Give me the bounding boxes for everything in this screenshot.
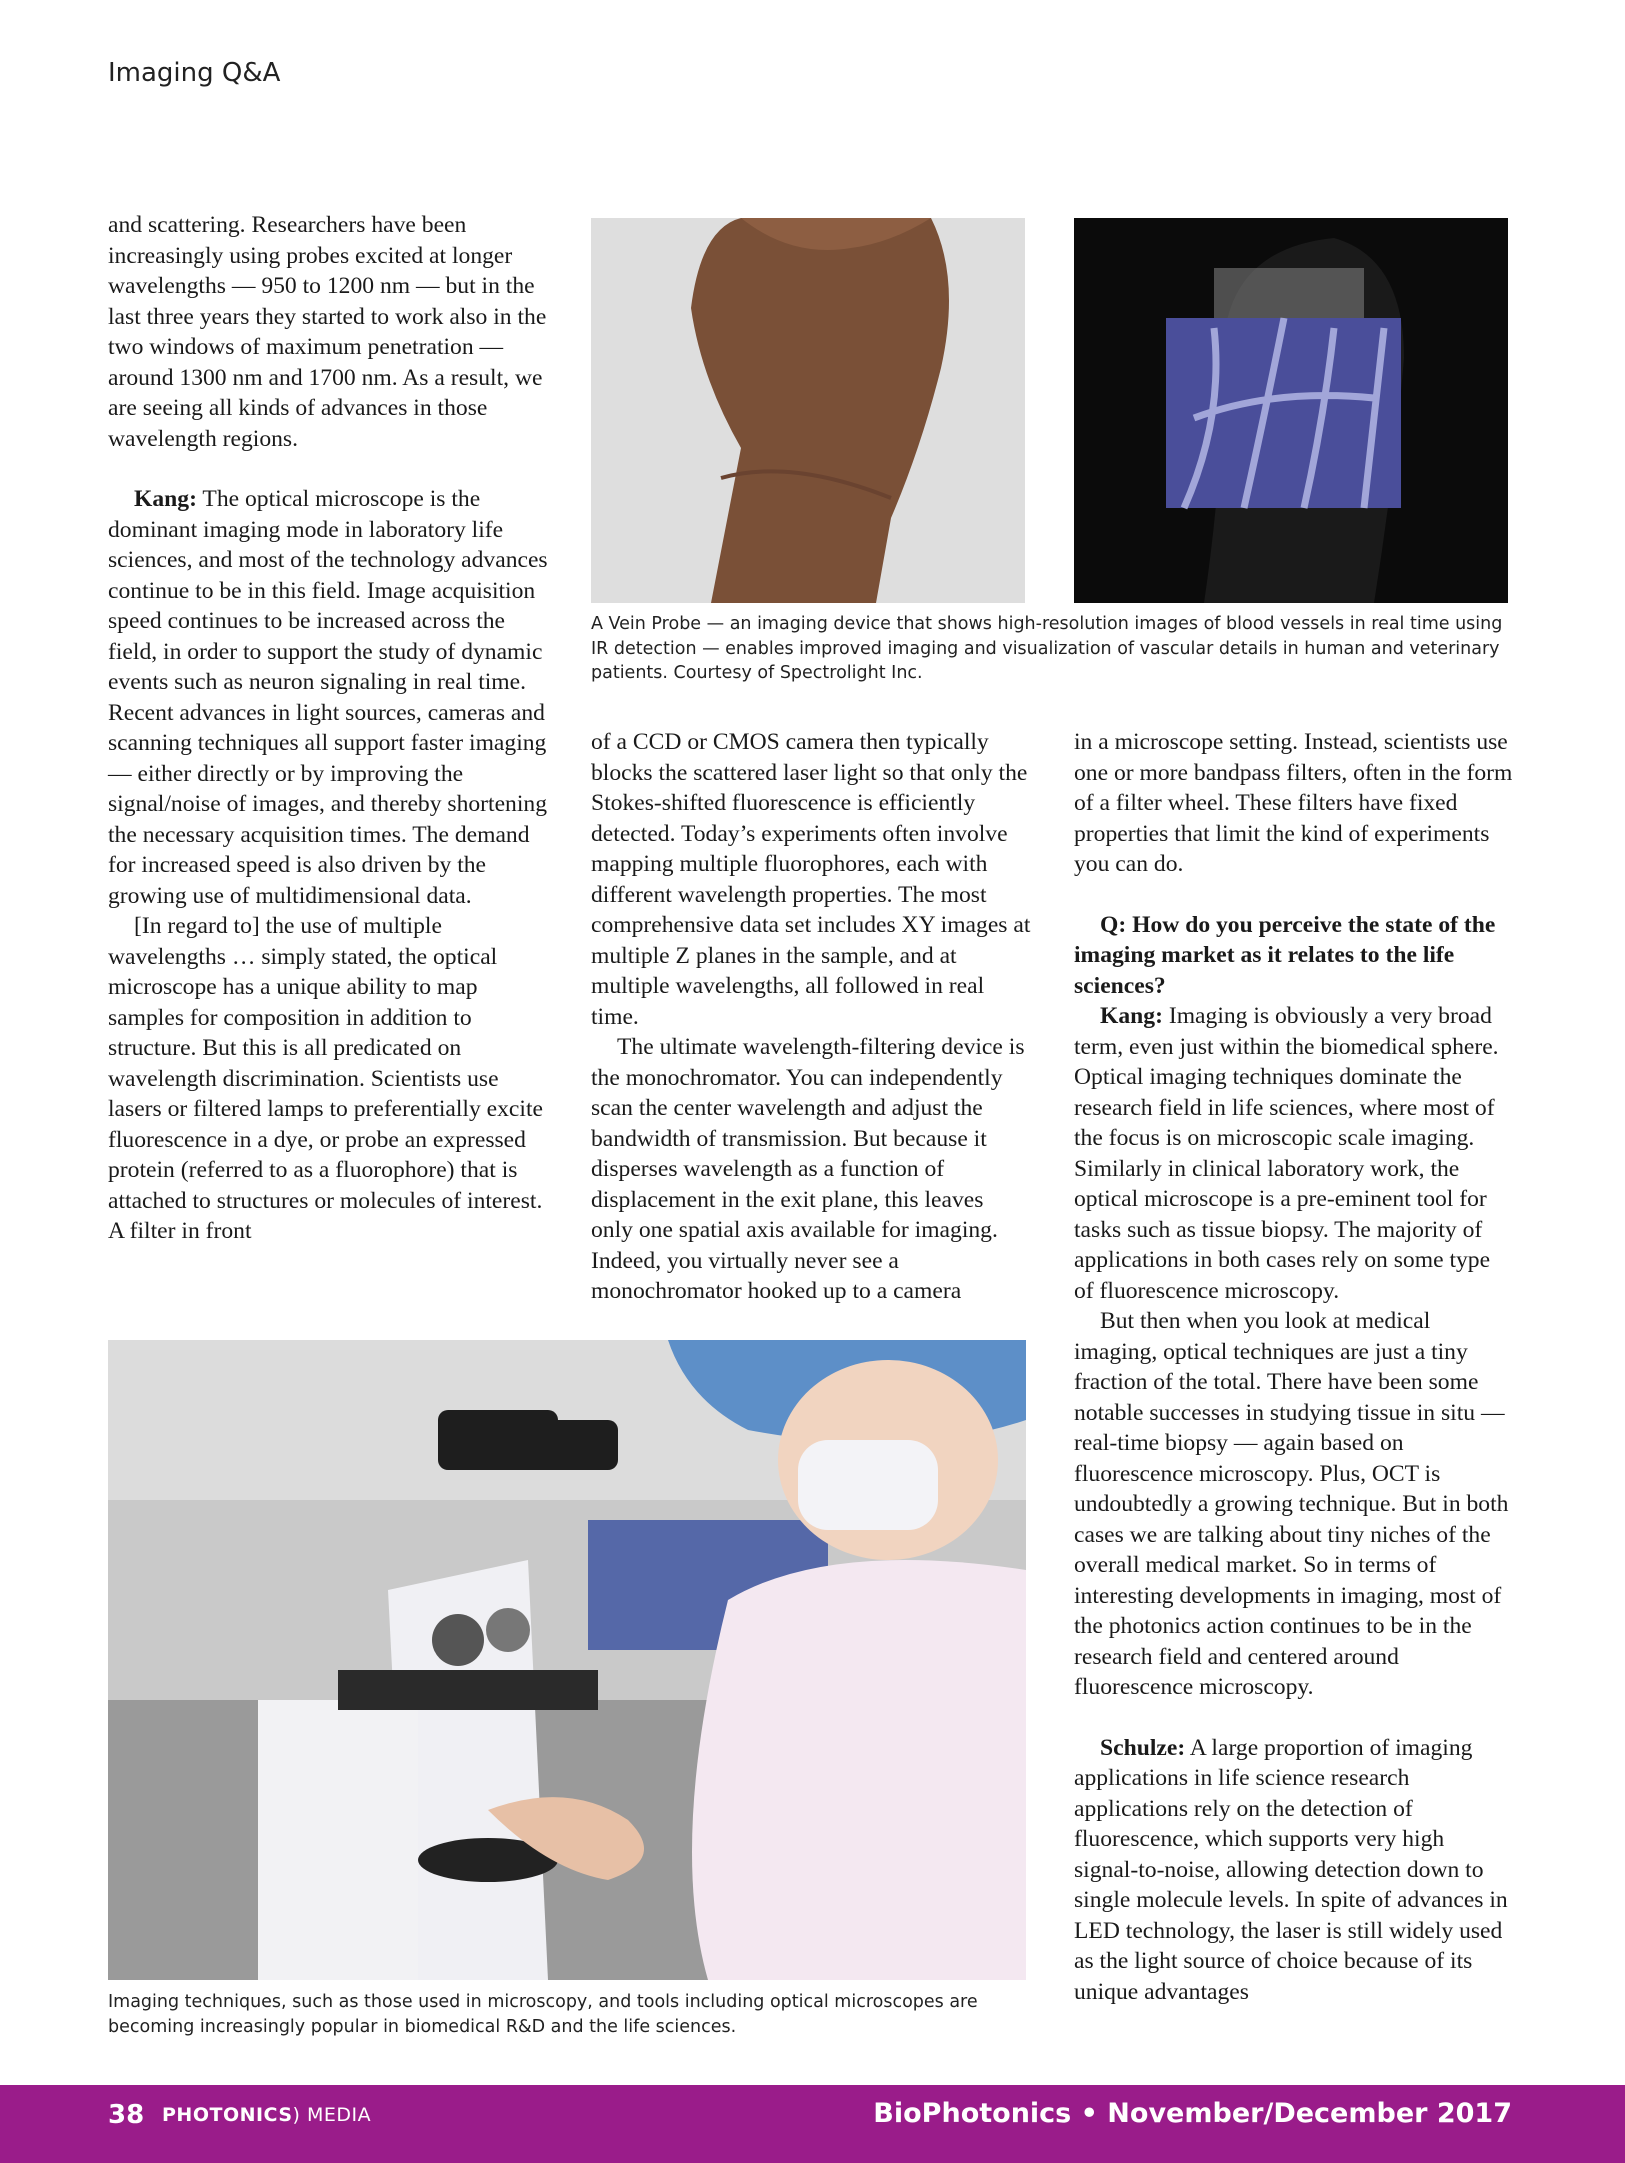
speaker-kang: Kang:: [134, 486, 197, 512]
page-number: 38: [108, 2100, 145, 2130]
col3-paragraph-4: [1074, 1733, 1514, 2008]
col3-paragraph-2-text: Imaging is obviously a very broad term, even just within the biomedical sphere. Optical imaging techniques dominate the research field in life sciences, where most of the focus is on microscopic scale imaging. Similarly in clinical laboratory work, the optical microscope is a pre-eminent tool for tasks such as tissue biopsy. The majority of applications in both cases rely on some type of fluorescence microscopy.: [1074, 1003, 1499, 1304]
publisher-logo: [162, 2104, 371, 2126]
col3-paragraph-2: [1074, 1001, 1514, 1306]
col3-paragraph-3: But then when you look at medical imaging, optical techniques are just a tiny fraction of the total. There have been some notable successes in studying tissue in situ — real-time biopsy — again based on fluorescence microscopy. Plus, OCT is undoubtedly a growing technique. But in both cases we are talking about tiny niches of the overall medical market. So in terms of interesting developments in imaging, most of the photonics action continues to be in the research field and centered around fluorescence microscopy.: [1074, 1308, 1509, 1700]
column-1: [108, 210, 548, 1247]
vein-illustration: [1074, 218, 1508, 603]
col2-paragraph-1: of a CCD or CMOS camera then typically blocks the scattered laser light so that only the Stokes-shifted fluorescence is efficiently detected. Today’s experiments often involve mapping multiple fluorophores, each with different wavelength properties. The most comprehensive data set includes XY images at multiple Z planes in the sample, and at multiple wavelengths, all followed in real time.: [591, 729, 1031, 1030]
col1-paragraph-3: [In regard to] the use of multiple wavelengths … simply stated, the optical microscope has a unique ability to map samples for composition in addition to structure. But this is all predicated on wavelength discrimination. Scientists use lasers or filtered lamps to preferentially excite fluorescence in a dye, or probe an expressed protein (referred to as a fluorophore) that is attached to structures or molecules of interest. A filter in front: [108, 913, 543, 1244]
microscope-photo: [108, 1340, 1026, 1980]
speaker-schulze: Schulze:: [1100, 1734, 1186, 1761]
col1-paragraph-2-text: The optical microscope is the dominant imaging mode in laboratory life sciences, and most of the technology advances continue to be in this field. Image acquisition speed continues to be increased across the field, in order to support the study of dynamic events such as neuron signaling in real time. Recent advances in light sources, cameras and scanning techniques all support faster imaging — either directly or by improving the signal/noise of images, and thereby shortening the necessary acquisition times. The demand for increased speed is also driven by the growing use of multidimensional data.: [108, 486, 548, 909]
publisher-name-light: MEDIA: [307, 2104, 372, 2126]
microscope-illustration: [108, 1340, 1026, 1980]
figure-top-caption: A Vein Probe — an imaging device that shows high-resolution images of blood vessels in real time using IR detection — enables improved imaging and visualization of vascular details in human and veterinary patients. Courtesy of Spectrolight Inc.: [591, 614, 1503, 683]
arm-illustration: [591, 218, 1025, 603]
col1-paragraph-1: and scattering. Researchers have been increasingly using probes excited at longer wavelengths — 950 to 1200 nm — but in the last three years they started to work also in the two windows of maximum penetration — around 1300 nm and 1700 nm. As a result, we are seeing all kinds of advances in those wavelength regions.: [108, 212, 547, 452]
column-2: [591, 727, 1031, 1307]
col3-paragraph-4-text: A large proportion of imaging applications in life science research applications rely on the detection of fluorescence, which supports very high signal-to-noise, allowing detection down to single molecule levels. In spite of advances in LED technology, the laser is still widely used as the light source of choice because of its unique advantages: [1074, 1734, 1508, 2005]
publisher-name-strong: PHOTONICS: [162, 2104, 293, 2126]
col2-paragraph-2: The ultimate wavelength-filtering device is the monochromator. You can independently scan the center wavelength and adjust the bandwidth of transmission. But because it disperses wavelength as a function of displacement in the exit plane, this leaves only one spatial axis available for imaging. Indeed, you virtually never see a monochromator hooked up to a camera: [591, 1034, 1025, 1304]
logo-bracket-icon: ): [292, 2104, 301, 2126]
column-3: [1074, 727, 1514, 2007]
publication-title: BioPhotonics • November/December 2017: [873, 2098, 1512, 2129]
speaker-kang: Kang:: [1100, 1003, 1163, 1029]
col1-paragraph-2: [108, 484, 548, 911]
figure-bottom-caption: Imaging techniques, such as those used in microscopy, and tools including optical microscopes are becoming increasingly popular in biomedical R&D and the life sciences.: [108, 1992, 978, 2037]
vein-probe-photo: [1074, 218, 1508, 603]
arm-photo: [591, 218, 1025, 603]
col3-paragraph-1: in a microscope setting. Instead, scientists use one or more bandpass filters, often in the form of a filter wheel. These filters have fixed properties that limit the kind of experiments you can do.: [1074, 729, 1513, 877]
section-header: Imaging Q&A: [108, 58, 281, 88]
question-heading: Q: How do you perceive the state of the imaging market as it relates to the life sciences?: [1074, 911, 1496, 999]
